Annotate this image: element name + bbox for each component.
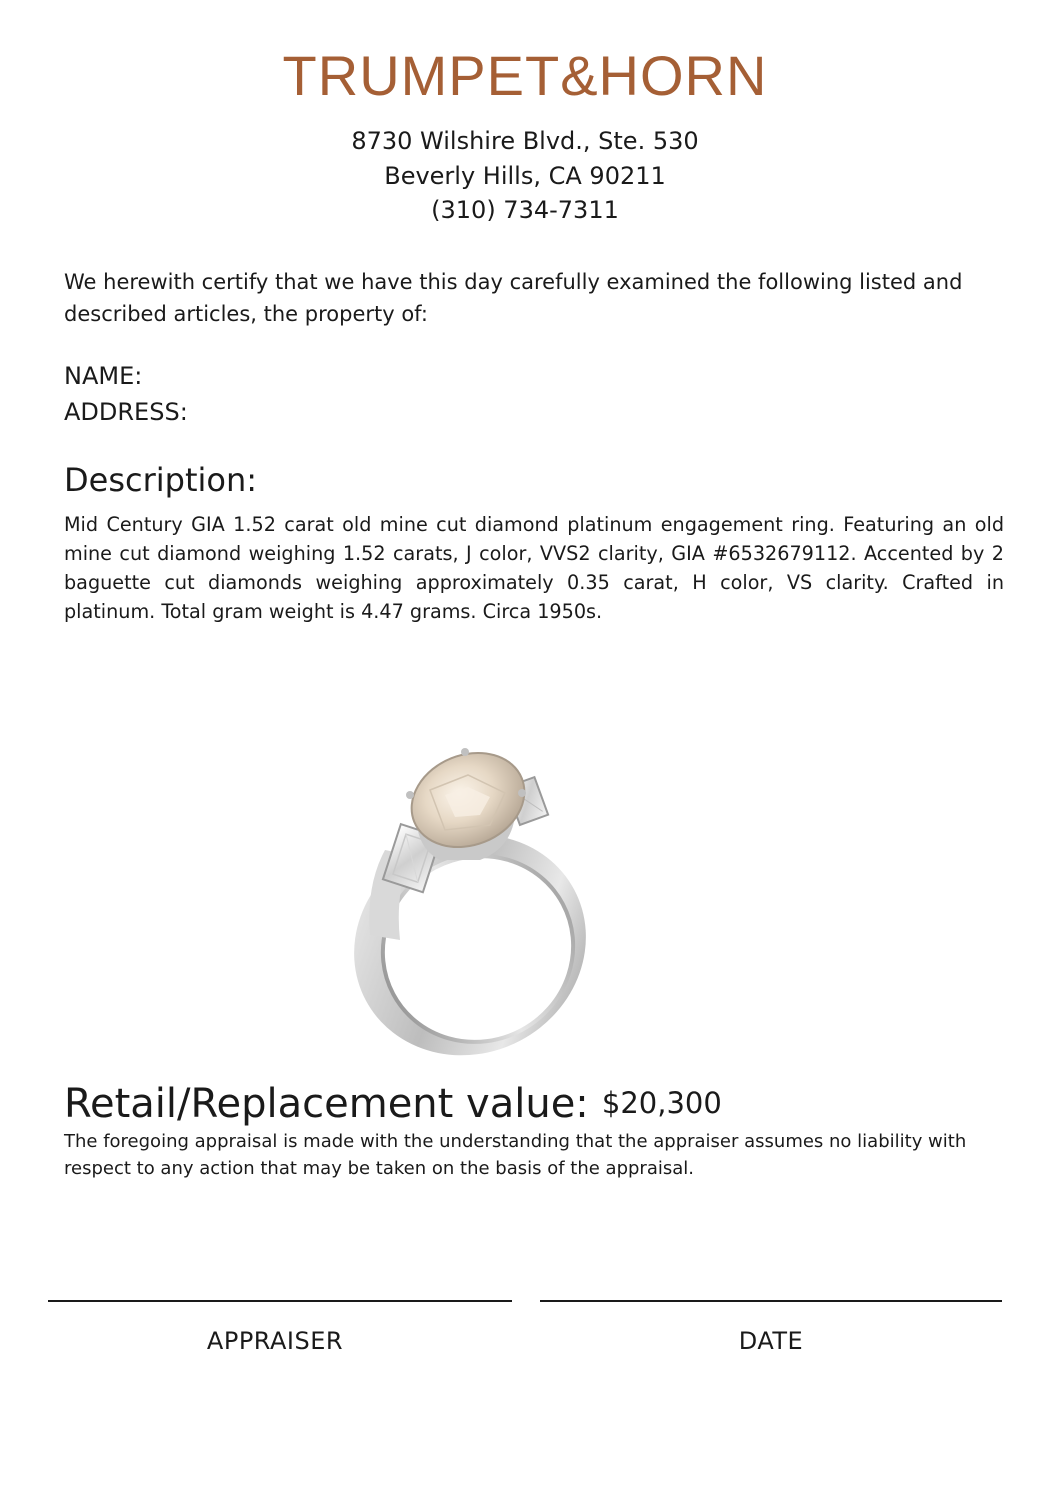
appraiser-signature-line xyxy=(48,1300,512,1302)
business-address xyxy=(0,124,1050,228)
name-field-label: NAME: xyxy=(64,362,143,390)
valuation-amount: $20,300 xyxy=(601,1086,722,1120)
address-street: 8730 Wilshire Blvd., Ste. 530 xyxy=(351,127,699,155)
description-body: Mid Century GIA 1.52 carat old mine cut diamond platinum engagement ring. Featuring an old mine cut diamond weighing 1.52 carats, J color, VVS2 clarity, GIA #6532679112. Accented by 2 baguette cut diamonds weighing approximately 0.35 carat, H color, VS clarity. Crafted in platinum. Total gram weight is 4.47 grams. Circa 1950s. xyxy=(64,513,1004,623)
diamond-ring-photo xyxy=(340,735,610,1065)
valuation-row xyxy=(64,1080,722,1128)
date-signature-line xyxy=(540,1300,1002,1302)
certification-statement: We herewith certify that we have this day carefully examined the following listed and described articles, the property of: xyxy=(64,270,963,326)
valuation-label: Retail/Replacement value: xyxy=(64,1081,589,1127)
date-label: DATE xyxy=(738,1327,804,1355)
address-field-label: ADDRESS: xyxy=(64,398,188,426)
phone-number: (310) 734-7311 xyxy=(431,196,619,224)
description-heading: Description: xyxy=(64,461,258,499)
appraiser-label: APPRAISER xyxy=(206,1327,344,1355)
address-city: Beverly Hills, CA 90211 xyxy=(384,161,666,190)
disclaimer-text: The foregoing appraisal is made with the understanding that the appraiser assumes no liability with respect to any action that may be taken on the basis of the appraisal. xyxy=(64,1131,967,1179)
brand-logo: TRUMPET&HORN xyxy=(282,44,768,107)
